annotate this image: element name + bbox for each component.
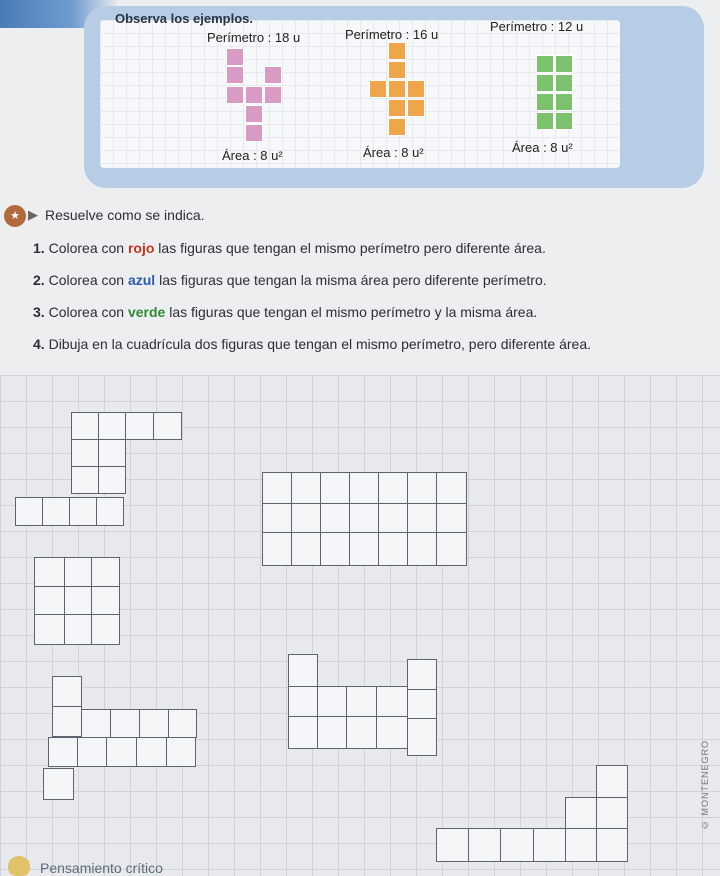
fig3-perimeter: Perímetro : 12 u (490, 19, 584, 34)
fig2-perimeter: Perímetro : 16 u (345, 27, 439, 42)
instruction-text: Resuelve como se indica. (45, 207, 205, 223)
thinking-icon (8, 856, 30, 876)
item-3: 3. Colorea con verde las figuras que tengan el mismo perímetro y la misma área. (33, 304, 538, 320)
activity-icon: ★ (4, 205, 26, 227)
item-1: 1. Colorea con rojo las figuras que tengan el mismo perímetro pero diferente área. (33, 240, 546, 256)
fig1-perimeter: Perímetro : 18 u (207, 30, 301, 45)
publisher-label: © MONTENEGRO (700, 740, 710, 831)
examples-title: Observa los ejemplos. (115, 11, 254, 26)
item-4: 4. Dibuja en la cuadrícula dos figuras que tengan el mismo perímetro, pero diferente área. (33, 336, 591, 352)
item-2: 2. Colorea con azul las figuras que tengan la misma área pero diferente perímetro. (33, 272, 547, 288)
fig3-area: Área : 8 u² (512, 140, 573, 155)
fig1-area: Área : 8 u² (222, 148, 283, 163)
footer-section-title: Pensamiento crítico (40, 860, 163, 876)
fig2-area: Área : 8 u² (363, 145, 424, 160)
arrow-right-icon: ▶ (28, 207, 38, 222)
